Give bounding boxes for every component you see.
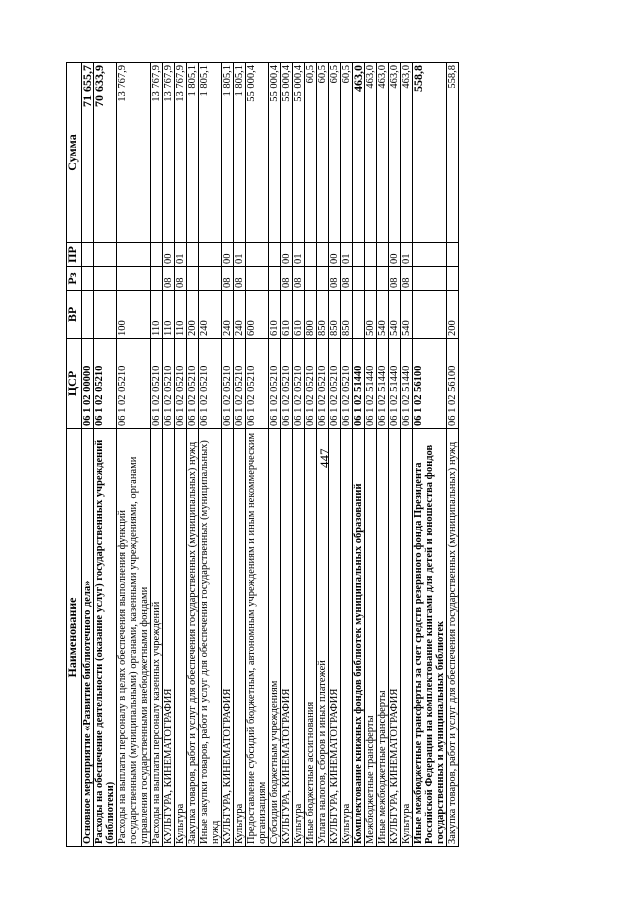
row-csr: 06 1 02 05210 xyxy=(281,339,293,429)
row-sum: 60,5 xyxy=(317,63,329,243)
row-name: КУЛЬТУРА, КИНЕМАТОГРАФИЯ xyxy=(163,429,175,847)
row-sum: 55 000,4 xyxy=(293,63,305,243)
row-name: Субсидии бюджетным учреждениям xyxy=(269,429,281,847)
row-csr: 06 1 02 05210 xyxy=(151,339,163,429)
row-sum: 55 000,4 xyxy=(246,63,269,243)
row-pr xyxy=(246,243,269,267)
row-pr: 01 xyxy=(293,243,305,267)
row-csr: 06 1 02 05210 xyxy=(329,339,341,429)
row-rz xyxy=(117,267,151,291)
table-row xyxy=(117,63,151,847)
row-name: Расходы на выплаты персоналу в целях обеспечения выполнения функций государственными (муниципальными) органами, казенными учреждениями, органами управления государственными внебюджетными фондами xyxy=(117,429,151,847)
row-name: Иные межбюджетные трансферты xyxy=(377,429,389,847)
table-row xyxy=(305,63,317,847)
table-row xyxy=(234,63,246,847)
row-name: Культура xyxy=(175,429,187,847)
row-sum: 463,0 xyxy=(401,63,413,243)
row-csr: 06 1 02 05210 xyxy=(175,339,187,429)
table-header-row xyxy=(67,63,82,847)
row-vr: 610 xyxy=(269,291,281,339)
row-csr: 06 1 02 05210 xyxy=(117,339,151,429)
row-rz: 08 xyxy=(163,267,175,291)
row-sum: 13 767,9 xyxy=(175,63,187,243)
row-csr: 06 1 02 05210 xyxy=(222,339,234,429)
row-vr: 850 xyxy=(341,291,353,339)
table-row xyxy=(377,63,389,847)
row-csr: 06 1 02 05210 xyxy=(293,339,305,429)
row-csr: 06 1 02 05210 xyxy=(163,339,175,429)
row-name: Иные закупки товаров, работ и услуг для обеспечения государственных (муниципальных) нужд xyxy=(199,429,222,847)
row-rz: 08 xyxy=(401,267,413,291)
row-pr: 01 xyxy=(341,243,353,267)
row-csr: 06 1 02 05210 xyxy=(234,339,246,429)
row-pr xyxy=(187,243,199,267)
page-number: 447 xyxy=(317,448,332,468)
row-vr: 110 xyxy=(151,291,163,339)
row-name: Расходы на выплаты персоналу казенных учреждений xyxy=(151,429,163,847)
table-row xyxy=(281,63,293,847)
row-name: Культура xyxy=(401,429,413,847)
row-name: Комплектование книжных фондов библиотек муниципальных образований xyxy=(353,429,365,847)
row-pr xyxy=(317,243,329,267)
row-vr xyxy=(413,291,447,339)
row-pr: 00 xyxy=(222,243,234,267)
row-name: Культура xyxy=(341,429,353,847)
row-csr: 06 1 02 51440 xyxy=(389,339,401,429)
row-pr: 00 xyxy=(389,243,401,267)
row-pr xyxy=(269,243,281,267)
header-sum: Сумма xyxy=(67,63,82,243)
row-rz xyxy=(151,267,163,291)
row-name: Иные межбюджетные трансферты за счет средств резервного фонда Президента Российской Федерации на комплектование книгами для детей и юношества фондов государственных и муниципальных библиотек xyxy=(413,429,447,847)
row-vr: 200 xyxy=(187,291,199,339)
row-name: Уплата налогов, сборов и иных платежей xyxy=(317,429,329,847)
table-row xyxy=(175,63,187,847)
row-vr: 240 xyxy=(234,291,246,339)
row-pr: 00 xyxy=(329,243,341,267)
row-sum: 60,5 xyxy=(341,63,353,243)
row-pr xyxy=(305,243,317,267)
row-rz: 08 xyxy=(329,267,341,291)
header-vr: ВР xyxy=(67,291,82,339)
table-row xyxy=(246,63,269,847)
row-rz: 08 xyxy=(175,267,187,291)
row-rz xyxy=(365,267,377,291)
row-name: КУЛЬТУРА, КИНЕМАТОГРАФИЯ xyxy=(329,429,341,847)
row-rz xyxy=(317,267,329,291)
row-vr: 850 xyxy=(329,291,341,339)
row-name: Культура xyxy=(234,429,246,847)
row-csr: 06 1 02 51440 xyxy=(401,339,413,429)
row-rz xyxy=(305,267,317,291)
table-row xyxy=(389,63,401,847)
header-rz: Рз xyxy=(67,267,82,291)
row-sum: 60,5 xyxy=(329,63,341,243)
row-sum: 1 805,1 xyxy=(234,63,246,243)
row-vr: 610 xyxy=(293,291,305,339)
row-vr: 540 xyxy=(377,291,389,339)
row-rz xyxy=(199,267,222,291)
table-row xyxy=(199,63,222,847)
row-vr: 850 xyxy=(317,291,329,339)
row-rz xyxy=(246,267,269,291)
row-rz: 08 xyxy=(293,267,305,291)
row-name: Иные бюджетные ассигнования xyxy=(305,429,317,847)
row-vr: 540 xyxy=(389,291,401,339)
row-vr: 500 xyxy=(365,291,377,339)
row-rz xyxy=(82,267,94,291)
table-body xyxy=(82,63,459,847)
row-name: КУЛЬТУРА, КИНЕМАТОГРАФИЯ xyxy=(222,429,234,847)
row-pr xyxy=(82,243,94,267)
row-rz: 08 xyxy=(389,267,401,291)
table-row xyxy=(413,63,447,847)
row-pr: 00 xyxy=(163,243,175,267)
table-row xyxy=(163,63,175,847)
row-vr: 100 xyxy=(117,291,151,339)
row-name: Закупка товаров, работ и услуг для обеспечения государственных (муниципальных) нужд xyxy=(187,429,199,847)
row-sum: 13 767,9 xyxy=(151,63,163,243)
row-rz xyxy=(269,267,281,291)
row-csr: 06 1 02 51440 xyxy=(377,339,389,429)
row-csr: 06 1 02 05210 xyxy=(269,339,281,429)
row-pr xyxy=(199,243,222,267)
row-pr: 01 xyxy=(175,243,187,267)
table-row xyxy=(222,63,234,847)
row-sum: 1 805,1 xyxy=(222,63,234,243)
row-rz xyxy=(353,267,365,291)
row-name: Предоставление субсидий бюджетным, автономным учреждениям и иным некоммерческим организациям xyxy=(246,429,269,847)
header-pr: ПР xyxy=(67,243,82,267)
rotated-table-wrapper xyxy=(66,63,459,847)
table-row xyxy=(353,63,365,847)
table-row xyxy=(329,63,341,847)
row-rz: 08 xyxy=(341,267,353,291)
row-csr: 06 1 02 51440 xyxy=(353,339,365,429)
header-csr: ЦСР xyxy=(67,339,82,429)
row-name: Культура xyxy=(293,429,305,847)
row-csr: 06 1 02 05210 xyxy=(187,339,199,429)
row-vr xyxy=(82,291,94,339)
row-vr: 110 xyxy=(163,291,175,339)
row-name: Закупка товаров, работ и услуг для обеспечения государственных (муниципальных) нужд xyxy=(447,429,459,847)
row-rz: 08 xyxy=(222,267,234,291)
row-name: КУЛЬТУРА, КИНЕМАТОГРАФИЯ xyxy=(389,429,401,847)
row-pr: 01 xyxy=(234,243,246,267)
table-row xyxy=(341,63,353,847)
row-rz xyxy=(413,267,447,291)
row-sum: 55 000,4 xyxy=(269,63,281,243)
row-sum: 463,0 xyxy=(353,63,365,243)
row-csr: 06 1 02 51440 xyxy=(365,339,377,429)
row-sum: 558,8 xyxy=(413,63,447,243)
row-pr xyxy=(447,243,459,267)
row-pr xyxy=(353,243,365,267)
row-sum: 1 805,1 xyxy=(199,63,222,243)
row-sum: 60,5 xyxy=(305,63,317,243)
row-sum: 71 655,7 xyxy=(82,63,94,243)
row-csr: 06 1 02 00000 xyxy=(82,339,94,429)
row-name: КУЛЬТУРА, КИНЕМАТОГРАФИЯ xyxy=(281,429,293,847)
row-sum: 13 767,9 xyxy=(117,63,151,243)
row-csr: 06 1 02 05210 xyxy=(199,339,222,429)
row-vr: 240 xyxy=(222,291,234,339)
table-row xyxy=(187,63,199,847)
row-sum: 13 767,9 xyxy=(163,63,175,243)
row-pr: 01 xyxy=(401,243,413,267)
row-pr xyxy=(365,243,377,267)
row-vr: 540 xyxy=(401,291,413,339)
row-sum: 55 000,4 xyxy=(281,63,293,243)
table-row xyxy=(317,63,329,847)
row-rz xyxy=(377,267,389,291)
row-rz xyxy=(187,267,199,291)
table-row xyxy=(401,63,413,847)
row-name: Расходы на обеспечение деятельности (оказание услуг) государственных учреждений (библиотеки) xyxy=(94,429,117,847)
row-vr: 800 xyxy=(305,291,317,339)
budget-table xyxy=(66,62,459,847)
row-csr: 06 1 02 05210 xyxy=(341,339,353,429)
row-vr: 110 xyxy=(175,291,187,339)
row-csr: 06 1 02 56100 xyxy=(413,339,447,429)
row-pr xyxy=(94,243,117,267)
row-pr: 00 xyxy=(281,243,293,267)
row-vr xyxy=(94,291,117,339)
row-sum: 558,8 xyxy=(447,63,459,243)
row-sum: 1 805,1 xyxy=(187,63,199,243)
row-sum: 70 633,9 xyxy=(94,63,117,243)
row-vr: 600 xyxy=(246,291,269,339)
row-pr xyxy=(377,243,389,267)
row-name: Межбюджетные трансферты xyxy=(365,429,377,847)
table-row xyxy=(447,63,459,847)
row-rz xyxy=(94,267,117,291)
row-pr xyxy=(117,243,151,267)
row-csr: 06 1 02 05210 xyxy=(246,339,269,429)
table-row xyxy=(82,63,94,847)
table-row xyxy=(293,63,305,847)
row-pr xyxy=(151,243,163,267)
row-rz: 08 xyxy=(281,267,293,291)
row-csr: 06 1 02 05210 xyxy=(305,339,317,429)
row-rz xyxy=(447,267,459,291)
row-vr xyxy=(353,291,365,339)
row-vr: 200 xyxy=(447,291,459,339)
table-row xyxy=(365,63,377,847)
row-vr: 610 xyxy=(281,291,293,339)
table-row xyxy=(269,63,281,847)
table-row xyxy=(151,63,163,847)
row-sum: 463,0 xyxy=(389,63,401,243)
row-vr: 240 xyxy=(199,291,222,339)
table-row xyxy=(94,63,117,847)
row-csr: 06 1 02 56100 xyxy=(447,339,459,429)
header-name: Наименование xyxy=(67,429,82,847)
row-csr: 06 1 02 05210 xyxy=(317,339,329,429)
row-name: Основное мероприятие «Развитие библиотечного дела» xyxy=(82,429,94,847)
row-csr: 06 1 02 05210 xyxy=(94,339,117,429)
row-pr xyxy=(413,243,447,267)
row-sum: 463,0 xyxy=(377,63,389,243)
row-rz: 08 xyxy=(234,267,246,291)
row-sum: 463,0 xyxy=(365,63,377,243)
